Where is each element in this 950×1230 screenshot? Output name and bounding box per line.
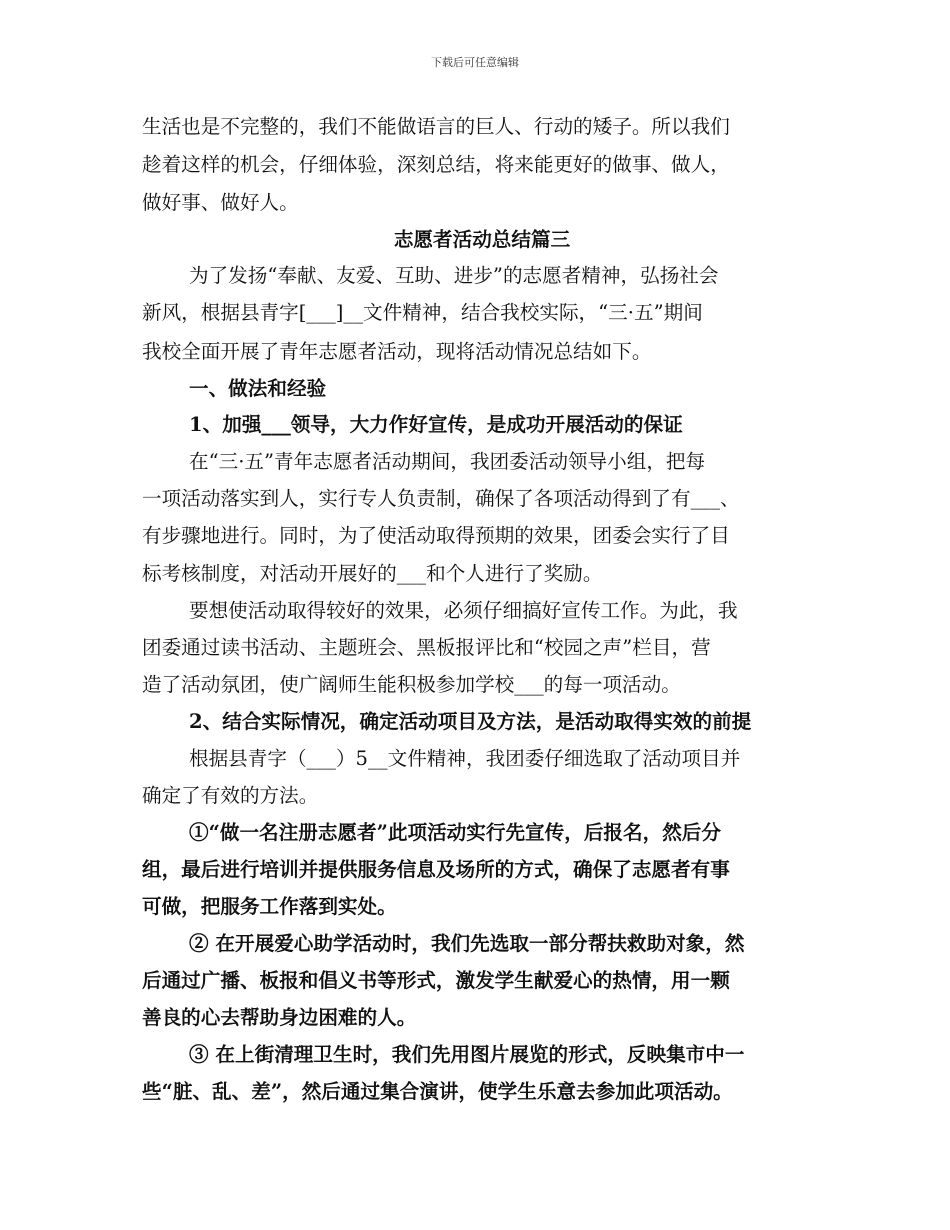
item-2-line: ② 在开展爱心助学活动时，我们先选取一部分帮扶救助对象，然 bbox=[189, 932, 745, 955]
body-line: 团委通过读书活动、主题班会、黑板报评比和“校园之声”栏目，营 bbox=[142, 636, 711, 659]
item-3-line: ③ 在上街清理卫生时，我们先用图片展览的形式，反映集市中一 bbox=[189, 1043, 745, 1066]
body-line: 做好事、做好人。 bbox=[142, 191, 299, 214]
body-line: 生活也是不完整的，我们不能做语言的巨人、行动的矮子。所以我们 bbox=[142, 115, 730, 138]
body-line: 造了活动氛团，使广阔师生能积极参加学校___的每一项活动。 bbox=[142, 673, 681, 696]
body-line: 在“三·五”青年志愿者活动期间，我团委活动领导小组，把每 bbox=[189, 450, 706, 473]
subheading-2: 2、结合实际情况，确定活动项目及方法，是活动取得实效的前提 bbox=[189, 710, 752, 733]
body-line: 要想使活动取得较好的效果，必须仔细搞好宣传工作。为此，我 bbox=[189, 599, 738, 622]
section-title: 志愿者活动总结篇三 bbox=[393, 228, 571, 251]
heading-1: 一、做法和经验 bbox=[189, 377, 327, 400]
body-line: 一项活动落实到人，实行专人负责制，确保了各项活动得到了有___、 bbox=[142, 487, 740, 510]
body-line: 确定了有效的方法。 bbox=[142, 784, 319, 807]
body-line: 有步骤地进行。同时，为了使活动取得预期的效果，团委会实行了目 bbox=[142, 524, 730, 547]
body-line: 趁着这样的机会，仔细体验，深刻总结，将来能更好的做事、做人， bbox=[142, 153, 730, 176]
item-1-line: ①“做一名注册志愿者”此项活动实行先宣传，后报名，然后分 bbox=[189, 821, 721, 844]
item-1-line: 组，最后进行培训并提供服务信息及场所的方式，确保了志愿者有事 bbox=[142, 858, 730, 881]
body-line: 我校全面开展了青年志愿者活动，现将活动情况总结如下。 bbox=[142, 340, 652, 363]
body-line: 新风，根据县青字[___]__文件精神，结合我校实际，“三·五”期间 bbox=[142, 301, 703, 324]
body-line: 根据县青字（___）5__文件精神，我团委仔细选取了活动项目并 bbox=[189, 747, 741, 770]
item-2-line: 后通过广播、板报和倡义书等形式，激发学生献爱心的热情，用一颗 bbox=[142, 969, 730, 992]
body-line: 为了发扬“奉献、友爱、互助、进步”的志愿者精神，弘扬社会 bbox=[189, 264, 719, 287]
item-2-line: 善良的心去帮助身边困难的人。 bbox=[142, 1006, 417, 1029]
subheading-1: 1、加强___领导，大力作好宣传，是成功开展活动的保证 bbox=[189, 413, 683, 436]
page-header: 下载后可任意编辑 bbox=[431, 56, 519, 69]
body-line: 标考核制度，对活动开展好的___和个人进行了奖励。 bbox=[142, 562, 603, 585]
item-1-line: 可做，把服务工作落到实处。 bbox=[142, 895, 397, 918]
item-3-line: 些“脏、乱、差”，然后通过集合演讲，使学生乐意去参加此项活动。 bbox=[142, 1080, 733, 1103]
